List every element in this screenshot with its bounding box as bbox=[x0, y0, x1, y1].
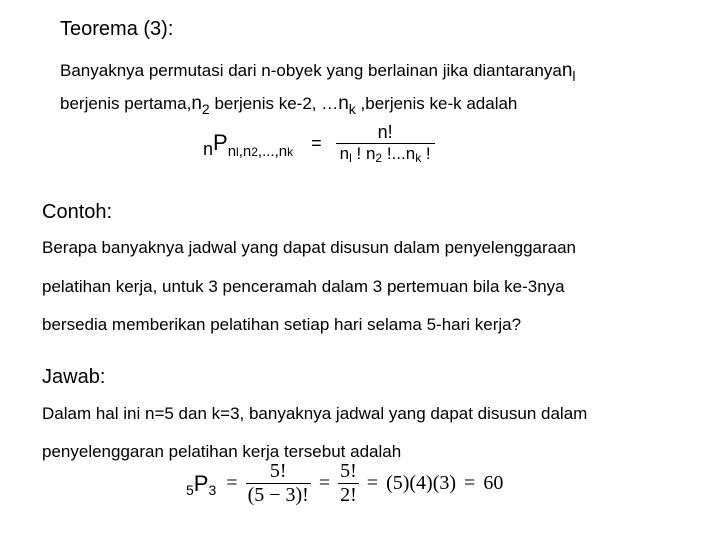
den-n2-index: 2 bbox=[375, 151, 383, 165]
lhs-sub-n1-index: l bbox=[236, 144, 239, 159]
nk-base: n bbox=[338, 93, 349, 114]
formula-equals: = bbox=[311, 132, 322, 153]
answer-f2-numerator: 5! bbox=[340, 460, 357, 482]
symbol-n1 bbox=[561, 60, 576, 84]
theorem-line-2-part-a: berjenis pertama, bbox=[60, 94, 192, 113]
formula-fraction bbox=[336, 122, 435, 164]
n1-base: n bbox=[561, 60, 573, 81]
formula-lhs-subscripts bbox=[228, 143, 293, 160]
answer-heading: Jawab: bbox=[42, 366, 106, 388]
lhs-sub-n2-index: 2 bbox=[251, 144, 258, 159]
example-line-2: pelatihan kerja, untuk 3 penceramah dalam 3 pertemuan bila ke-3nya bbox=[42, 277, 565, 296]
den-n1: n bbox=[339, 144, 350, 163]
den-mid: !... bbox=[382, 144, 406, 163]
symbol-n2 bbox=[191, 93, 210, 117]
answer-fraction-1 bbox=[246, 460, 311, 507]
lhs-sub-n2: n bbox=[242, 142, 252, 160]
n2-subscript: 2 bbox=[201, 101, 210, 117]
theorem-line-2-part-c: ,berjenis ke-k adalah bbox=[355, 94, 518, 113]
answer-lhs-p: P bbox=[193, 470, 209, 496]
example-heading: Contoh: bbox=[42, 201, 113, 223]
answer-line-2: penyelenggaran pelatihan kerja tersebut adalah bbox=[42, 442, 402, 461]
n1-subscript: l bbox=[572, 68, 576, 84]
nk-subscript: k bbox=[348, 101, 356, 117]
lhs-sub-mid: ,..., bbox=[257, 142, 279, 160]
answer-fraction-2 bbox=[338, 460, 359, 507]
den-nk: n bbox=[405, 144, 416, 163]
example-line-3: bersedia memberikan pelatihan setiap hari selama 5-hari kerja? bbox=[42, 315, 522, 334]
theorem-formula bbox=[203, 122, 435, 164]
answer-lhs-prefix: 5 bbox=[186, 481, 194, 498]
answer-line-1: Dalam hal ini n=5 dan k=3, banyaknya jadwal yang dapat disusun dalam bbox=[42, 404, 588, 423]
answer-f1-numerator: 5! bbox=[269, 460, 287, 482]
theorem-line-2 bbox=[60, 93, 517, 115]
answer-product: (5)(4)(3) bbox=[386, 472, 457, 494]
den-end: ! bbox=[421, 144, 431, 163]
answer-f1-denominator: (5 − 3)! bbox=[247, 484, 309, 506]
answer-eq-1: = bbox=[226, 472, 238, 494]
answer-eq-4: = bbox=[464, 472, 476, 494]
formula-numerator: n! bbox=[377, 122, 393, 142]
formula-denominator bbox=[336, 143, 435, 164]
lhs-sub-sep: , bbox=[238, 142, 243, 160]
theorem-title: Teorema (3): bbox=[60, 18, 174, 40]
theorem-line-2-part-b: berjenis ke-2, … bbox=[209, 94, 339, 113]
answer-eq-2: = bbox=[318, 472, 331, 494]
answer-eq-3: = bbox=[366, 472, 379, 494]
theorem-line-1-text: Banyaknya permutasi dari n-obyek yang berlainan jika diantaranya bbox=[60, 61, 562, 80]
den-n2: n bbox=[365, 144, 376, 163]
example-line-1: Berapa banyaknya jadwal yang dapat disusun dalam penyelenggaraan bbox=[42, 238, 576, 257]
formula-lhs-prefix-n: n bbox=[203, 138, 214, 159]
lhs-sub-nk-index: k bbox=[287, 144, 294, 159]
lhs-sub-n1: n bbox=[227, 142, 237, 160]
symbol-nk bbox=[338, 93, 356, 117]
answer-f2-denominator: 2! bbox=[340, 484, 357, 506]
den-fact1: ! bbox=[351, 144, 366, 163]
den-nk-index: k bbox=[415, 151, 422, 165]
formula-lhs bbox=[203, 130, 294, 160]
answer-formula bbox=[186, 460, 503, 507]
theorem-line-1 bbox=[60, 60, 576, 82]
formula-lhs-p: P bbox=[213, 130, 228, 155]
answer-result: 60 bbox=[483, 472, 504, 494]
answer-lhs bbox=[186, 471, 216, 497]
lhs-sub-nk: n bbox=[278, 142, 288, 160]
n2-base: n bbox=[191, 93, 202, 114]
den-n1-index: l bbox=[349, 151, 352, 165]
answer-lhs-suffix: 3 bbox=[208, 481, 217, 498]
